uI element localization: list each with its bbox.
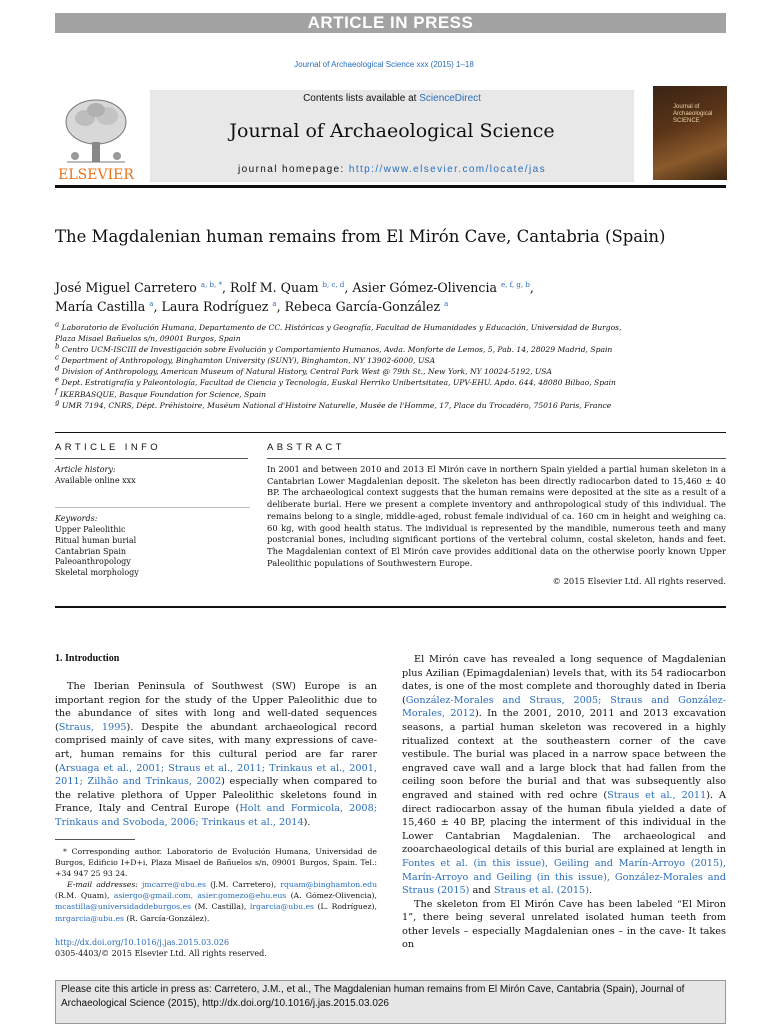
corresponding-text: * Corresponding author. Laboratorio de Evolución Humana, Universidad de Burgos, Edificio I+D+i, Plaza Misael de Bañuelos s/n, 09001 Burgos, Spain. Tel.: +34 947 25 93 24. (55, 847, 377, 879)
contents-prefix: Contents lists available at (303, 93, 420, 104)
keyword: Cantabrian Spain (55, 546, 127, 556)
affiliation-text: Centro UCM-ISCIII de Investigación sobre Evolución y Comportamiento Humanos, Avda. Monforte de Lemos, 5, Pab. 14, 28029 Madrid, Spain (61, 345, 613, 355)
article-in-press-banner: ARTICLE IN PRESS (55, 13, 726, 33)
email-label: E-mail addresses: (67, 880, 138, 890)
citation-link[interactable]: González-Morales and Straus, 2005; Straus and González-Morales, 2012 (402, 694, 726, 720)
author-affil-sup[interactable]: a (272, 299, 277, 308)
author-name[interactable]: Rolf M. Quam (229, 280, 319, 295)
article-title: The Magdalenian human remains from El Mirón Cave, Cantabria (Spain) (55, 227, 666, 246)
doi-link[interactable]: http://dx.doi.org/10.1016/j.jas.2015.03.026 (55, 938, 230, 947)
affiliation-text: Laboratorio de Evolución Humana, Departamento de CC. Históricas y Geografía, Facultad de Humanidades y Educación, Universidad de Burgos, (61, 323, 622, 332)
sciencedirect-link[interactable]: ScienceDirect (419, 93, 481, 104)
affiliation-sup: a (55, 320, 60, 329)
affiliation (55, 366, 695, 377)
email-link[interactable]: jmcarre@ubu.es (142, 880, 206, 890)
affiliation-text: Department of Anthropology, Binghamton University (SUNY), Binghamton, NY 13902-6000, USA (61, 356, 436, 366)
affiliation-text: Division of Anthropology, American Museum of Natural History, Central Park West @ 79th St., New York, NY 10024-5192, USA (61, 367, 552, 377)
text-run: ) especially when compared to the relative plethora of Upper Paleolithic skeletons found in France, Italy and Central Europe ( (55, 776, 378, 815)
author-affil-sup[interactable]: e, f, g, b (501, 280, 530, 289)
citation-link[interactable]: Holt and Formicola, 2008; Trinkaus and Svoboda, 2006; Trinkaus et al., 2014 (55, 803, 378, 828)
section-heading-introduction: 1. Introduction (55, 653, 120, 664)
intro-left-paragraph (55, 680, 377, 830)
affiliation (55, 355, 695, 366)
text-run: The Iberian Peninsula of Southwest (SW) Europe is an important region for the study of the Upper Paleolithic due to the abundance of sites with long and well-dated sequences ( (55, 681, 377, 733)
author-list: José Miguel Carretero $^{a, b, *}$, Rolf M. Quam $^{b, c, d}$, Asier Gómez-Olivencia $^{e, f, g, b}$, María Castilla $^a$, Laura Rodríguez $^a$, Rebeca García-González $^a$ (55, 280, 534, 314)
intro-right-column (402, 653, 726, 952)
header-rule (55, 185, 726, 188)
affiliation-list (55, 322, 695, 411)
affiliation-sup: b (55, 342, 60, 351)
homepage-link[interactable]: http://www.elsevier.com/locate/jas (348, 164, 546, 175)
homepage-prefix: journal homepage: (238, 164, 349, 175)
issn-line: 0305-4403/© 2015 Elsevier Ltd. All rights reserved. (55, 949, 267, 959)
email-link[interactable]: mcastilla@universidaddeburgos.es (55, 902, 192, 912)
elsevier-tree-icon (55, 90, 137, 182)
abstract-copyright: © 2015 Elsevier Ltd. All rights reserved. (552, 576, 726, 586)
citation-link[interactable]: Straus et al. (2015) (493, 885, 590, 897)
affiliation-sup: d (55, 364, 60, 373)
email-link[interactable]: rquam@binghamton.edu (280, 880, 378, 890)
abstract-text: In 2001 and between 2010 and 2013 El Mirón cave in northern Spain yielded a partial human skeleton in a Cantabrian Lower Magdalenian deposit. The skeleton has been directly radiocarbon dated to 15,460 ± 40 BP. The archaeological context suggests that the human remains were deposited at the site as a result of a deliberate burial. Here we present a complete inventory and anthropological study of this individual. The remains belong to a single, middle-aged, robust female individual of ca. 160 cm in height and weighing ca. 60 kg, with good health status. The individual is represented by the mandible, numerous teeth and many postcranial bones, including significant portions of the vertebral column, costal skeleton, hands and feet. The Magdalenian context of El Mirón cave provides additional data on the otherwise poorly known Upper Paleolithic populations of Southwestern Europe. (267, 464, 726, 568)
journal-citation-link[interactable]: Journal of Archaeological Science xxx (2015) 1–18 (294, 60, 474, 69)
citation-link[interactable]: Arsuaga et al., 2001; Straus et al., 2011; Trinkaus et al., 2001, 2011; Zilhão and Trinkaus, 2002 (55, 762, 377, 788)
citation-link[interactable]: Straus, 1995 (58, 721, 127, 733)
author-affil-sup[interactable]: b, c, d (322, 280, 345, 289)
article-info-divider (55, 486, 250, 508)
article-info-body (55, 465, 250, 579)
text-run: ). In the 2001, 2010, 2011 and 2013 excavation seasons, a partial human skeleton was recovered in a highly ritualized context at the southeastern corner of the cave vestibule. The burial was placed in a narrow space between the engraved cave wall and a large block that had fallen from the ceiling soon before the burial and that was subsequently also engraved and stained with red ochre ( (402, 708, 727, 801)
affiliation-text: UMR 7194, CNRS, Dépt. Préhistoire, Muséum National d'Histoire Naturelle, Musée de l'Homme, 17, Place du Trocadéro, 75016 Paris, France (61, 400, 612, 410)
text-run: and (469, 885, 494, 897)
elsevier-logo[interactable] (55, 90, 137, 182)
doi-block (55, 937, 267, 959)
keywords-label: Keywords: (55, 514, 98, 524)
author-name[interactable]: José Miguel Carretero (55, 280, 197, 295)
affiliation-text: IKERBASQUE, Basque Foundation for Science, Spain (60, 389, 267, 399)
affiliation (55, 344, 695, 355)
cover-line: SCIENCE (673, 118, 700, 124)
text-run: El Mirón cave has revealed a long sequence of Magdalenian plus Azilian (Epimagdalenian) levels that, with its 54 radiocarbon dates, is one of the most complete and thoroughly dated in Iberia ( (402, 654, 726, 706)
keyword: Skeletal morphology (55, 567, 139, 577)
email-owner: (A. Gómez-Olivencia), (290, 891, 377, 901)
article-info-rule (55, 458, 248, 459)
keyword: Ritual human burial (55, 535, 137, 545)
email-owner: (R. García-González). (126, 913, 210, 923)
author-name[interactable]: Rebeca García-González (284, 298, 441, 314)
abstract-heading: ABSTRACT (267, 442, 345, 453)
affiliation (55, 389, 695, 400)
affiliation-sup: e (55, 375, 60, 384)
affiliation-sup: f (55, 387, 58, 396)
article-info-heading: ARTICLE INFO (55, 442, 162, 453)
citation-link[interactable]: Straus et al., 2011 (607, 789, 707, 801)
affiliation (55, 322, 695, 333)
journal-homepage-line (150, 164, 634, 175)
affiliation-sup: c (55, 353, 59, 362)
affiliation (55, 400, 695, 411)
abstract-bottom-rule (55, 606, 726, 608)
cover-line: Journal of (673, 104, 700, 110)
citation-link[interactable]: Fontes et al. (in this issue), Geiling and Marín-Arroyo (2015), Marín-Arroyo and Geiling (in this issue), González-Morales and Straus (2015) (402, 857, 726, 897)
text-run: ). (303, 816, 311, 828)
contents-line (150, 93, 634, 104)
affiliation-text: Dept. Estratigrafía y Paleontología, Facultad de Ciencia y Tecnología, Euskal Herriko Unibertsitatea, UPV-EHU. Apdo. 644, 48080 Bilbao, Spain (61, 378, 616, 388)
abstract-rule (267, 458, 726, 459)
history-label: Article history: (55, 465, 116, 474)
cover-text (673, 104, 712, 125)
email-owner: (M. Castilla), (194, 902, 247, 912)
journal-cover-image[interactable] (653, 86, 727, 180)
keyword: Paleoanthropology (55, 557, 131, 567)
email-link[interactable]: lrgarcia@ubu.es (249, 902, 314, 912)
intro-right-paragraph: The skeleton from El Mirón Cave has been labeled “El Miron 1”, there being several unrelated isolated human teeth from other levels – especially Magdalenian ones – in the cave- It takes on (402, 898, 726, 951)
text-run: ). A direct radiocarbon assay of the human fibula yielded a date of 15,460 ± 40 BP, placing the interment of this individual in the Lower Cantabrian Magdalenian. The archaeological and zooarchaeological details of this burial are explained at length in (402, 789, 726, 856)
affiliation (55, 333, 695, 344)
author-name[interactable]: Asier Gómez-Olivencia (352, 280, 497, 295)
cover-line: Archaeological (673, 111, 713, 117)
affiliation-sup: g (55, 398, 60, 407)
elsevier-wordmark: ELSEVIER (58, 167, 134, 182)
author-affil-sup[interactable]: a (149, 299, 154, 308)
email-link[interactable]: mrgarcia@ubu.es (55, 913, 124, 923)
email-owner: (L. Rodríguez), (317, 902, 377, 912)
email-owner: (R.M. Quam), (55, 891, 110, 901)
text-run: . (589, 885, 593, 897)
author-affil-sup[interactable]: a, b, * (200, 280, 222, 289)
keyword: Upper Paleolithic (55, 525, 126, 535)
affiliation-rule (55, 432, 726, 433)
affiliation (55, 377, 695, 388)
footnote-rule (55, 839, 135, 840)
history-value: Available online xxx (55, 475, 136, 485)
author-name[interactable]: Laura Rodríguez (161, 298, 269, 314)
cite-this-article-text: Please cite this article in press as: Carretero, J.M., et al., The Magdalenian human remains from El Mirón Cave, Cantabria (Spain), Journal of Archaeological Science (2015), http://dx.doi.org/10.1016/j.jas.2015.03.026 (61, 984, 685, 1009)
text-run: ). Despite the abundant archaeological record comprised mainly of cave sites, with many expressions of cave-art, human remains for this cultural period are far rarer ( (55, 721, 377, 774)
email-link[interactable]: asiergo@gmail.com, asier.gomezo@ehu.eus (113, 891, 287, 901)
journal-title[interactable]: Journal of Archaeological Science (229, 120, 555, 142)
intro-right-paragraph (402, 653, 726, 898)
affiliation-text: Plaza Misael Bañuelos s/n, 09001 Burgos, Spain (55, 334, 241, 344)
corresponding-author-footnote (55, 846, 377, 924)
author-name[interactable]: María Castilla (55, 298, 146, 314)
author-affil-sup[interactable]: a (444, 299, 449, 308)
email-owner: (J.M. Carretero), (210, 880, 277, 890)
